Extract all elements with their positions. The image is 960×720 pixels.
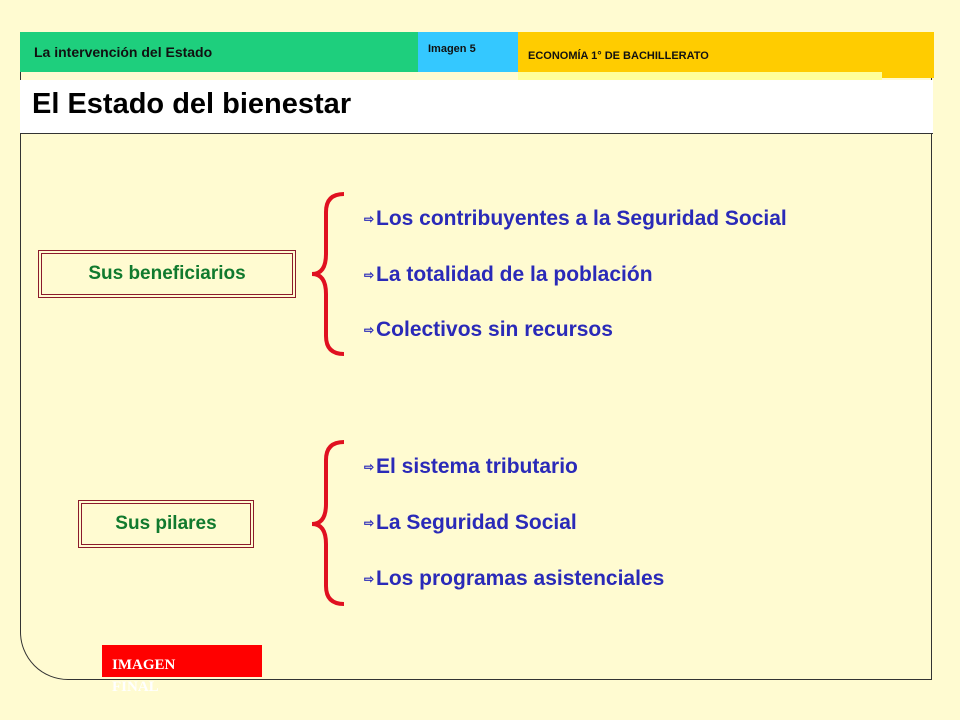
pilares-box bbox=[78, 500, 254, 548]
list-item: ⇨Los programas asistenciales bbox=[364, 567, 665, 590]
arrow-right-icon: ⇨ bbox=[364, 460, 375, 475]
header-section-label: La intervención del Estado bbox=[34, 44, 213, 60]
page-title: El Estado del bienestar bbox=[32, 88, 352, 120]
beneficiarios-label: Sus beneficiarios bbox=[88, 263, 246, 284]
list-item: ⇨Colectivos sin recursos bbox=[364, 318, 613, 341]
list-item: ⇨El sistema tributario bbox=[364, 455, 578, 478]
list-item: ⇨La totalidad de la población bbox=[364, 263, 653, 286]
arrow-right-icon: ⇨ bbox=[364, 516, 375, 531]
brace-pilares bbox=[308, 440, 348, 606]
arrow-right-icon: ⇨ bbox=[364, 212, 375, 227]
arrow-right-icon: ⇨ bbox=[364, 268, 375, 283]
list-item: ⇨Los contribuyentes a la Seguridad Social bbox=[364, 207, 787, 230]
beneficiarios-box bbox=[38, 250, 296, 298]
imagen-final-label[interactable]: IMAGEN FINAL bbox=[112, 657, 176, 695]
arrow-right-icon: ⇨ bbox=[364, 572, 375, 587]
header-course-label: ECONOMÍA 1° DE BACHILLERATO bbox=[528, 50, 709, 62]
header-strip bbox=[518, 72, 882, 80]
pilares-label: Sus pilares bbox=[115, 513, 217, 534]
arrow-right-icon: ⇨ bbox=[364, 323, 375, 338]
brace-beneficiarios bbox=[308, 192, 348, 356]
header-image-label: Imagen 5 bbox=[428, 43, 476, 55]
list-item: ⇨La Seguridad Social bbox=[364, 511, 577, 534]
